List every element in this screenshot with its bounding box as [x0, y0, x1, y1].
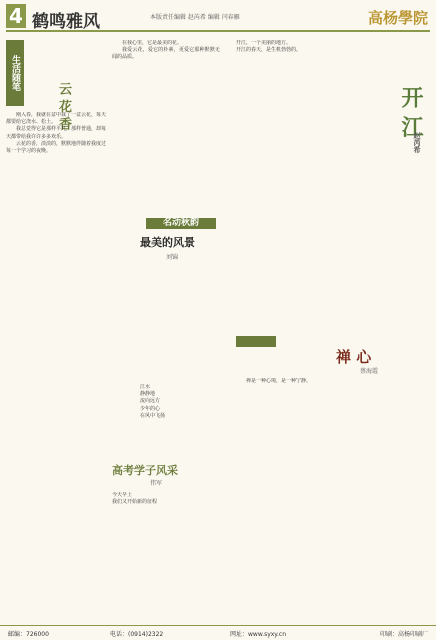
- poem2-body: [112, 492, 232, 612]
- poem2-section: 高考学子风采: [112, 464, 178, 477]
- poem1-title: 最美的风景: [140, 236, 195, 249]
- footer-printer: 印刷：高杨印刷厂: [379, 631, 428, 638]
- article4-title: 禅 心: [336, 348, 372, 366]
- poem-line: 少年的心: [140, 405, 161, 412]
- paragraph: 云花的香，淡淡的，默默地伴随着我度过每一个学习的夜晚。: [6, 140, 106, 155]
- poem-line: 今天早上: [112, 492, 133, 498]
- paragraph: 在我心里，它是最美的花。: [122, 40, 183, 46]
- editor-info: 本版责任编辑 赵芮希 编辑 闫春雁: [150, 14, 240, 21]
- footer-postcode: 邮编：726000: [8, 631, 49, 638]
- header-rule: [6, 30, 430, 32]
- paragraph: 开江的春天，是生机勃勃的。: [236, 47, 302, 54]
- poem-line: 在风中飞扬: [140, 412, 166, 419]
- newspaper-section-title: 鹤鸣雅风: [32, 12, 100, 32]
- column-banner: 生活随笔: [6, 40, 24, 106]
- paragraph: 我总觉得它是那样平凡，那样普通，却每天都带给我许许多多欢乐。: [6, 126, 106, 140]
- poem1-body: [140, 384, 230, 444]
- poem2-author: 伟军: [150, 480, 163, 487]
- article1-title: 云 花 香: [56, 82, 71, 131]
- footer-website[interactable]: 网址：www.syxy.cn: [230, 631, 287, 638]
- poem1-author: 刘锦: [166, 254, 179, 261]
- article4-author: 蔡海霞: [360, 368, 379, 375]
- poem-line: 我们又开始新的征程: [112, 499, 158, 506]
- school-name: 高杨學院: [367, 9, 428, 27]
- page-header: [0, 0, 436, 34]
- article2-body: [112, 40, 220, 170]
- article4-body: [236, 378, 430, 618]
- page-footer: [0, 625, 436, 640]
- paragraph: 我爱云花，爱它的朴素，更爱它那种默默无闻的品质。: [112, 47, 220, 61]
- article3-title: 开 江: [398, 86, 424, 138]
- article3-body: [226, 40, 366, 170]
- poem-line: 流向远方: [140, 398, 161, 405]
- page-number: 4: [6, 4, 26, 28]
- poem1-section: 名动秋韵: [146, 218, 216, 229]
- poem-line: 江水: [140, 384, 151, 390]
- paragraph: 开江，一个美丽的地方。: [236, 40, 292, 46]
- article4-section: [236, 336, 276, 347]
- footer-phone: 电话：(0914)2322: [110, 631, 164, 638]
- paragraph: 禅是一种心境，是一种宁静。: [246, 378, 312, 384]
- poem-line: 静静地: [140, 391, 156, 398]
- article1-body: [6, 112, 106, 612]
- article3-author: 赵芮希: [413, 132, 422, 153]
- paragraph: 刚入春，我就在盆中栽了一盆云花，每天都要给它浇水、松土。: [6, 112, 106, 126]
